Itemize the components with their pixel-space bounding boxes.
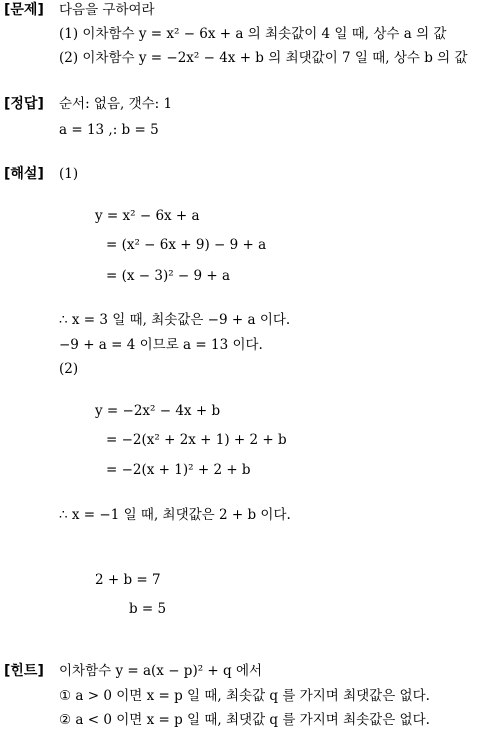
explanation-part-1: (1) xyxy=(59,166,79,182)
explanation-eq-8: b = 5 xyxy=(129,601,167,617)
explanation-eq-1: y = x² − 6x + a xyxy=(95,208,200,224)
explanation-conclusion-1: ∴ x = 3 일 때, 최솟값은 −9 + a 이다. xyxy=(59,312,291,328)
hint-intro: 이차함수 y = a(x − p)² + q 에서 xyxy=(59,663,263,679)
answer-values: a = 13 ,: b = 5 xyxy=(59,122,159,138)
explanation-label: [해설] xyxy=(4,166,44,182)
answer-label: [정답] xyxy=(4,96,44,112)
hint-case-positive: ① a > 0 이면 x = p 일 때, 최솟값 q 를 가지며 최댓값은 없다. xyxy=(59,688,430,704)
hint-case-negative: ② a < 0 이면 x = p 일 때, 최댓값 q 를 가지며 최솟값은 없다. xyxy=(59,712,430,728)
explanation-part-2: (2) xyxy=(59,361,79,377)
explanation-eq-4: y = −2x² − 4x + b xyxy=(95,403,221,419)
problem-item-1: (1) 이차함수 y = x² − 6x + a 의 최솟값이 4 일 때, 상수 a 의 값 xyxy=(59,26,447,42)
explanation-eq-3: = (x − 3)² − 9 + a xyxy=(106,268,231,284)
problem-item-2: (2) 이차함수 y = −2x² − 4x + b 의 최댓값이 7 일 때, 상수 b 의 값 xyxy=(59,50,468,66)
explanation-eq-5: = −2(x² + 2x + 1) + 2 + b xyxy=(106,432,287,448)
explanation-eq-7: 2 + b = 7 xyxy=(95,572,161,588)
explanation-eq-6: = −2(x + 1)² + 2 + b xyxy=(106,462,251,478)
problem-label: [문제] xyxy=(4,2,44,18)
explanation-result-1: −9 + a = 4 이므로 a = 13 이다. xyxy=(59,337,263,353)
explanation-conclusion-2: ∴ x = −1 일 때, 최댓값은 2 + b 이다. xyxy=(59,507,291,523)
explanation-eq-2: = (x² − 6x + 9) − 9 + a xyxy=(106,237,267,253)
answer-meta: 순서: 없음, 갯수: 1 xyxy=(59,96,173,112)
hint-label: [힌트] xyxy=(4,663,44,679)
problem-instruction: 다음을 구하여라 xyxy=(59,2,155,18)
